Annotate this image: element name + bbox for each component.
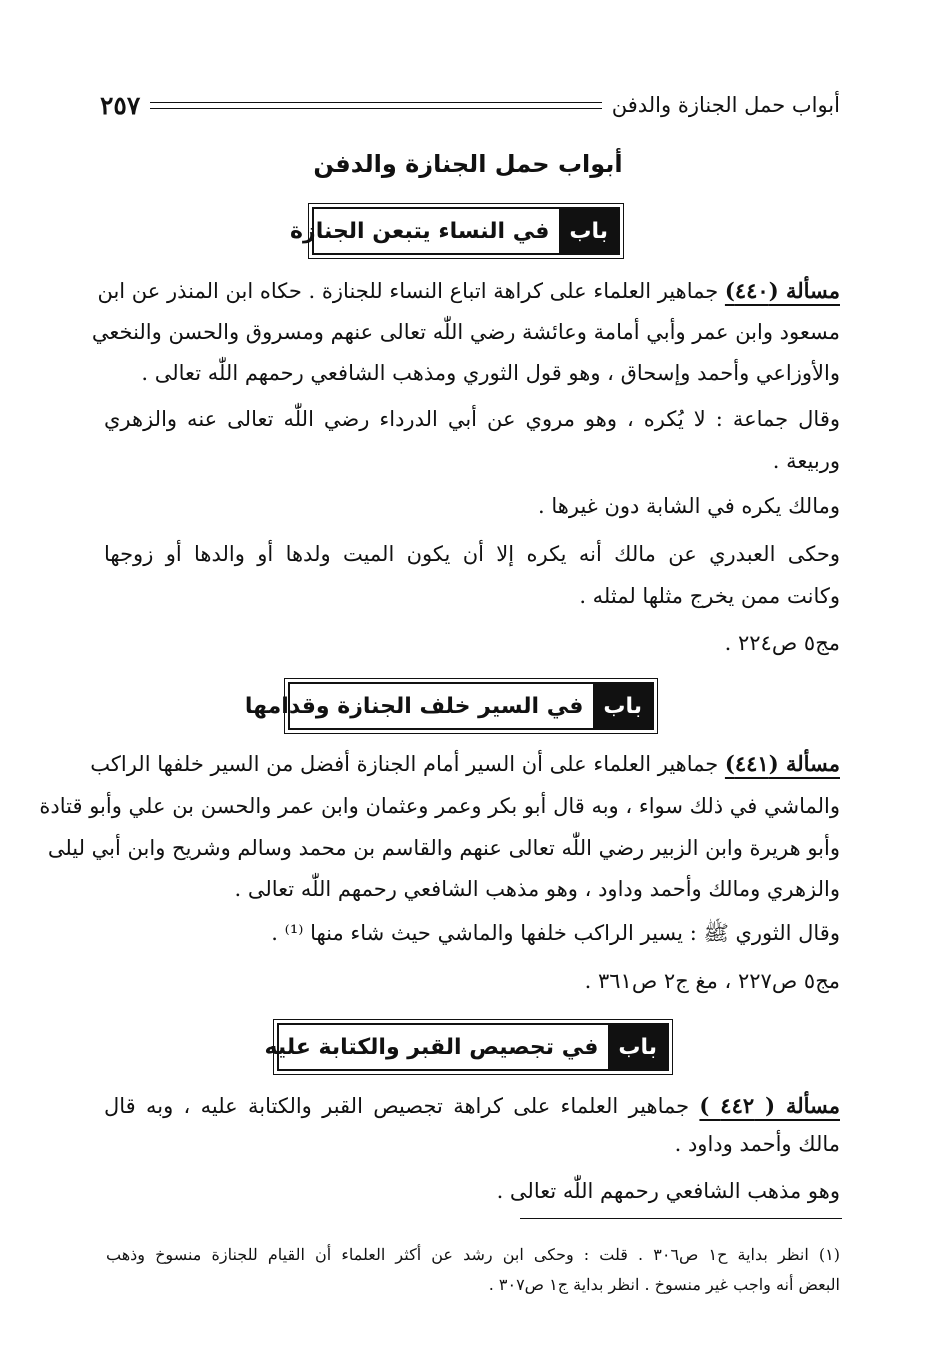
paragraph-line: مسألة ( ٤٤٢ ) جماهير العلماء على كراهة تجصيص القبر والكتابة عليه ، وبه قال (104, 1093, 840, 1118)
chapter-heading-1 (290, 207, 620, 255)
paragraph-line: مسألة (٤٤٠) جماهير العلماء على كراهة اتباع النساء للجنازة . حكاه ابن المنذر عن ابن (97, 278, 840, 303)
chapter-title: في السير خلف الجنازة وقدامها (244, 693, 584, 719)
page-number: ٢٥٧ (100, 90, 141, 120)
paragraph-line: مسألة (٤٤١) جماهير العلماء على أن السير أمام الجنازة أفضل من السير خلفها الراكب (90, 751, 840, 776)
paragraph-line: وقال الثوري ﷺ : يسير الراكب خلفها والماشي حيث شاء منها ⁽¹⁾ . (271, 921, 840, 945)
masala-label: مسألة (٤٤٠) (724, 278, 840, 303)
paragraph-line: وهو مذهب الشافعي رحمهم اللّٰه تعالى . (496, 1179, 840, 1203)
paragraph-line: وكانت ممن يخرج مثلها لمثله . (579, 584, 840, 608)
masala-label: مسألة (٤٤١) (724, 751, 840, 776)
masala-label: مسألة ( ٤٤٢ ) (699, 1093, 840, 1118)
paragraph-line: وحكى العبدري عن مالك أنه يكره إلا أن يكون الميت ولدها أو والدها أو زوجها (104, 542, 840, 566)
paragraph-line: مالك وأحمد وداود . (674, 1132, 840, 1156)
paragraph-line: مسعود وابن عمر وأبي أمامة وعائشة رضي اللّٰه تعالى عنهم ومسروق والحسن والنخعي (91, 320, 840, 344)
chapter-heading-2 (244, 682, 654, 730)
paragraph-line: والأوزاعي وأحمد وإسحاق ، وهو قول الثوري ومذهب الشافعي رحمهم اللّٰه تعالى . (141, 361, 840, 385)
running-title: أبواب حمل الجنازة والدفن (611, 93, 840, 117)
paragraph-line: والزهري ومالك وأحمد وداود ، وهو مذهب الشافعي رحمهم اللّٰه تعالى . (234, 877, 840, 901)
paragraph-line: والماشي في ذلك سواء ، وبه قال أبو بكر وعمر وعثمان وابن عمر والحسن بن علي وأبو قتادة (39, 794, 840, 818)
footnote-line: (١) انظر بداية ح١ ص٣٠٦ . قلت : وحكى ابن رشد عن أكثر العلماء أن القيام للجنازة منسوخ وذهب (106, 1245, 840, 1264)
bab-label: باب (593, 684, 652, 728)
chapter-title: في النساء يتبعن الجنازة (290, 218, 550, 244)
footnote-line: البعض أنه واجب غير منسوخ . انظر بداية ج١ ص٣٠٧ . (488, 1275, 840, 1294)
main-title: أبواب حمل الجنازة والدفن (313, 150, 623, 178)
paragraph-line: وأبو هريرة وابن الزبير رضي اللّٰه تعالى عنهم والقاسم بن محمد وسالم وشريح وابن أبي ليلى (47, 836, 840, 860)
paragraph-line: وقال جماعة : لا يُكره ، وهو مروي عن أبي الدرداء رضي اللّٰه تعالى عنه والزهري (104, 407, 840, 431)
chapter-heading-3 (264, 1023, 669, 1071)
footnote-rule (520, 1218, 842, 1219)
paragraph-line: ومالك يكره في الشابة دون غيرها . (538, 494, 840, 518)
bab-label: باب (559, 209, 618, 253)
paragraph-line: وربيعة . (772, 449, 840, 473)
reference-line: مج٥ ص٢٢٧ ، مغ ج٢ ص٣٦١ . (584, 969, 840, 993)
header-rule (150, 102, 601, 109)
bab-label: باب (608, 1025, 667, 1069)
chapter-title: في تجصيص القبر والكتابة عليه (264, 1034, 599, 1060)
reference-line: مج٥ ص٢٢٤ . (724, 631, 840, 655)
running-header (100, 90, 840, 120)
